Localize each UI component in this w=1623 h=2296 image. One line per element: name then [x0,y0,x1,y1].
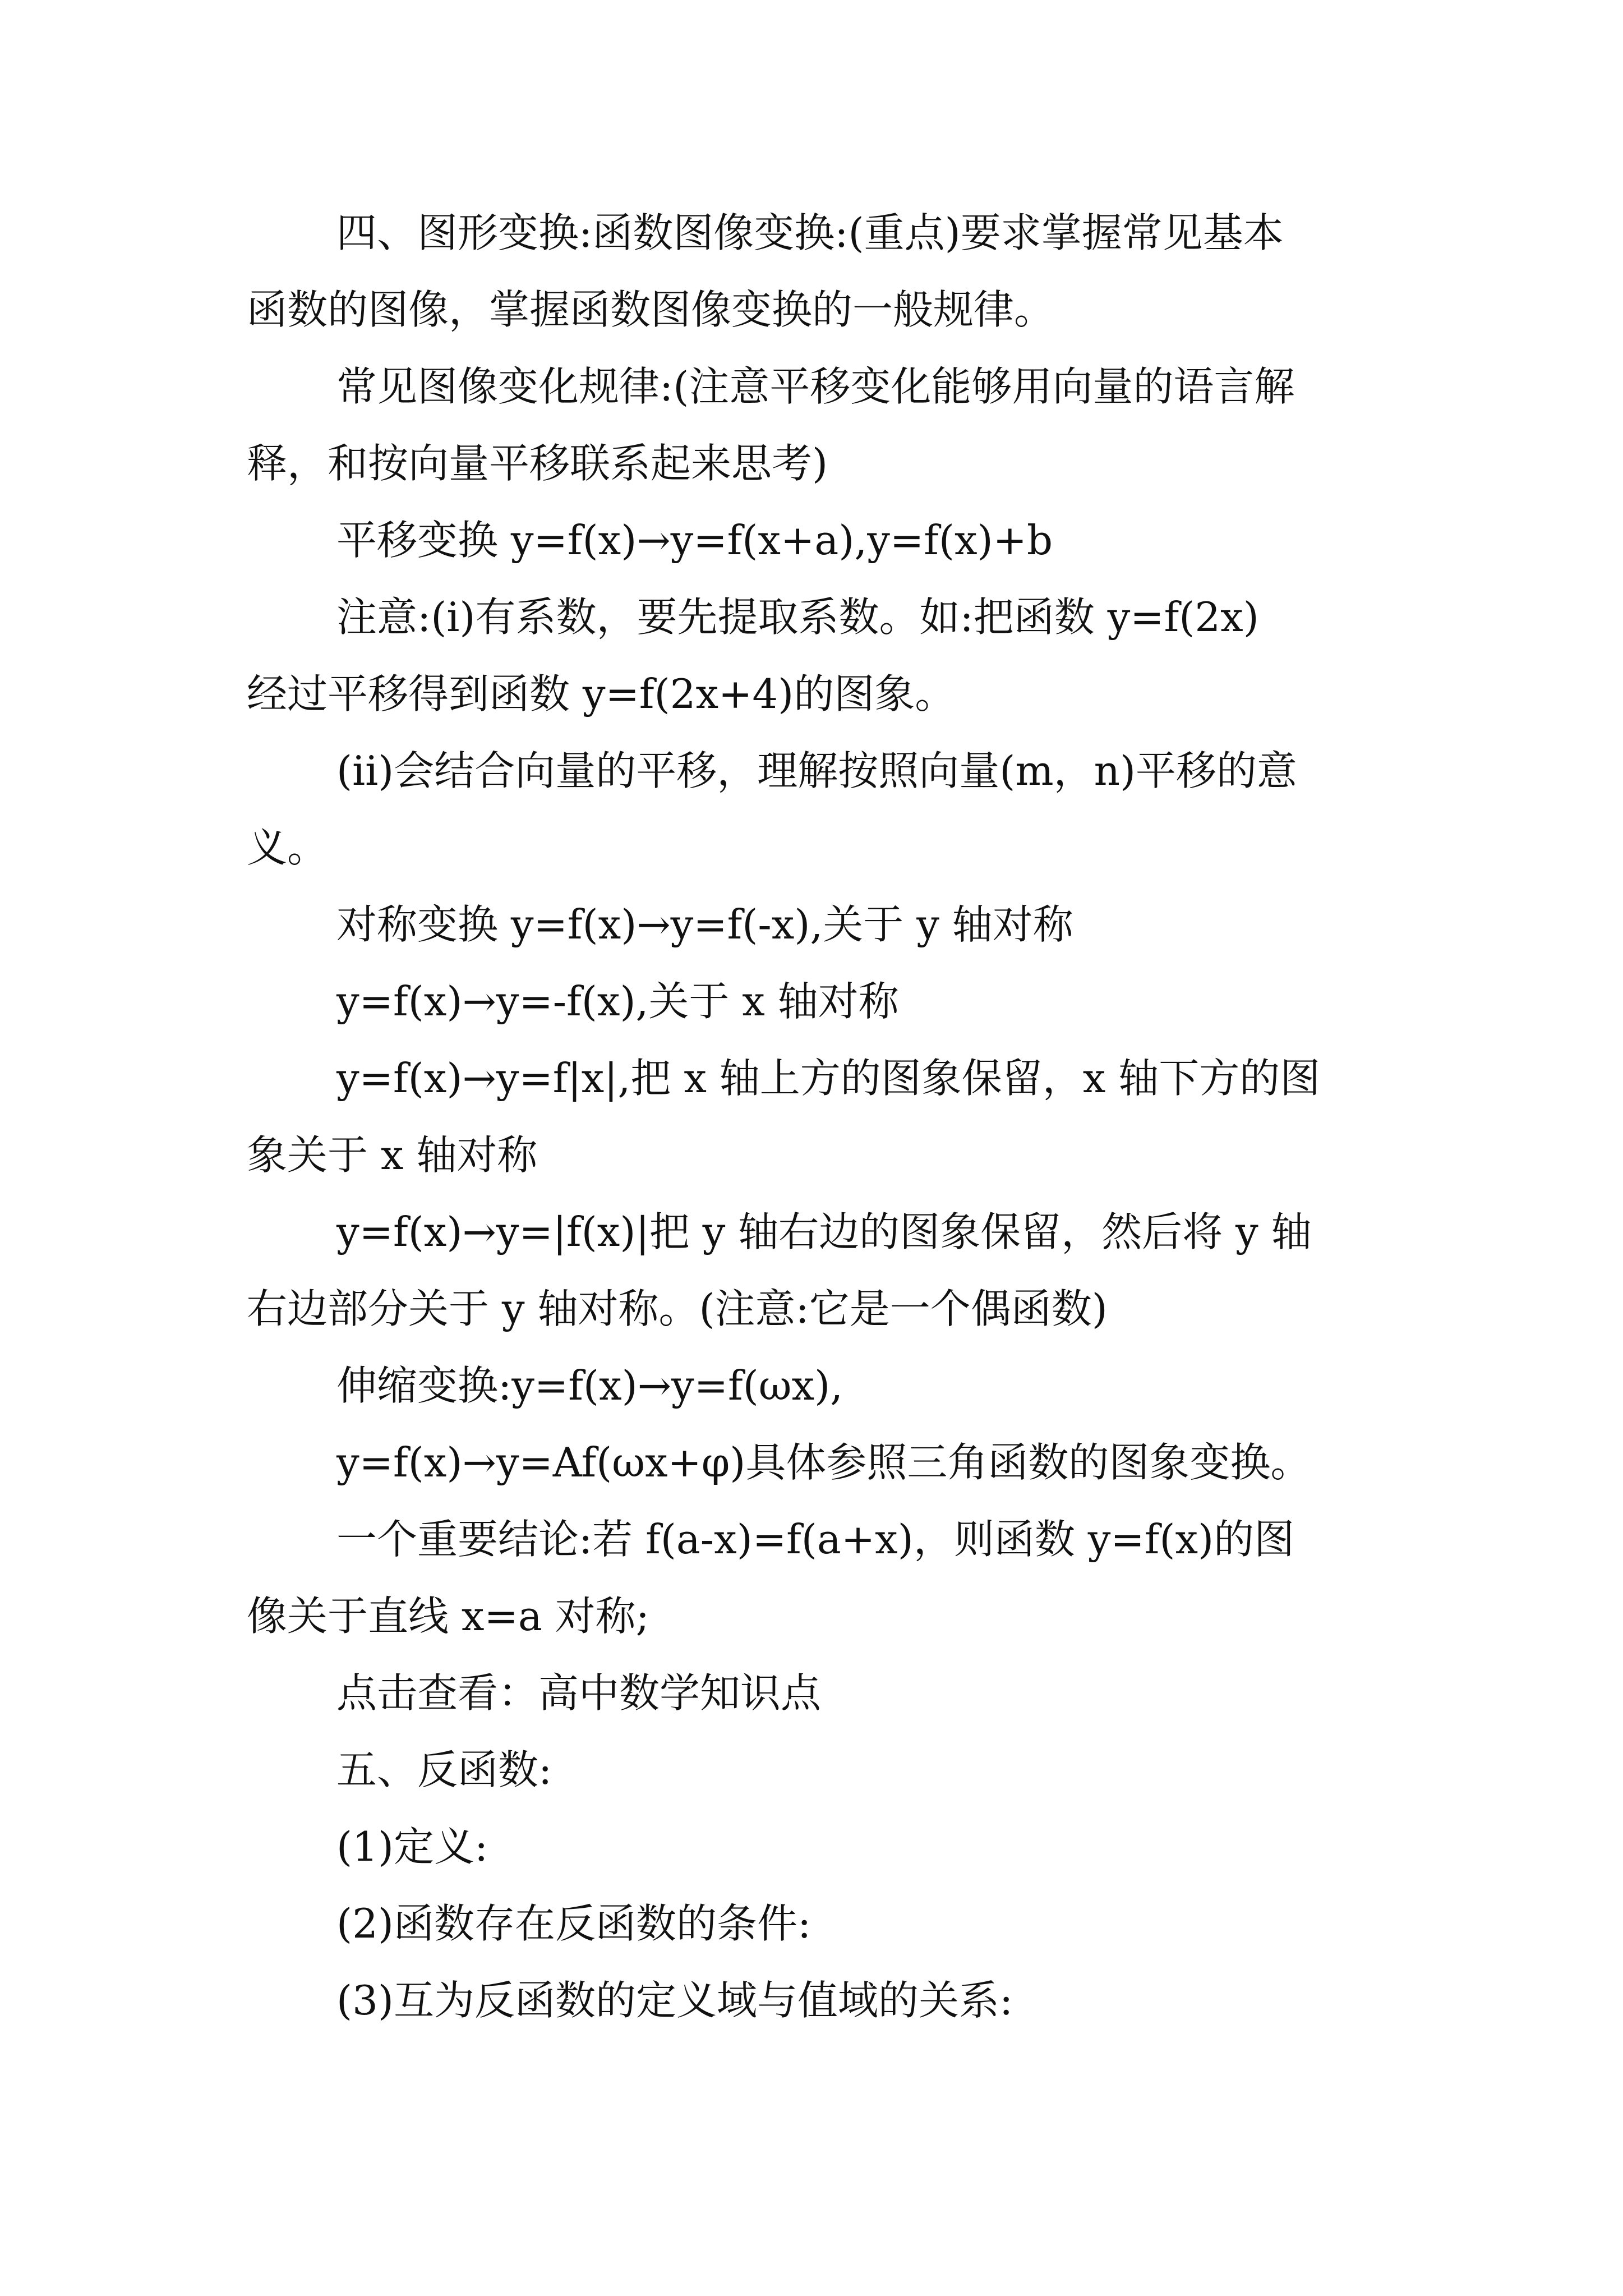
paragraph-line: 义。 [247,824,328,871]
paragraph-line: 释，和按向量平移联系起来思考) [247,440,828,487]
list-item: (3)互为反函数的定义域与值域的关系: [336,1977,1013,2024]
paragraph-line: 点击查看：高中数学知识点 [336,1669,822,1717]
paragraph-line: 一个重要结论:若 f(a-x)=f(a+x)，则函数 y=f(x)的图 [336,1516,1295,1563]
paragraph-line: 象关于 x 轴对称 [247,1131,538,1179]
paragraph-line: y=f(x)→y=f|x|,把 x 轴上方的图象保留，x 轴下方的图 [336,1055,1321,1102]
paragraph-line: 常见图像变化规律:(注意平移变化能够用向量的语言解 [336,363,1295,410]
paragraph-line: 经过平移得到函数 y=f(2x+4)的图象。 [247,670,956,717]
paragraph-line: 伸缩变换:y=f(x)→y=f(ωx), [336,1362,843,1409]
paragraph-line: y=f(x)→y=Af(ωx+φ)具体参照三角函数的图象变换。 [336,1439,1311,1486]
paragraph-line: 对称变换 y=f(x)→y=f(-x),关于 y 轴对称 [336,901,1073,948]
paragraph-line: 像关于直线 x=a 对称; [247,1593,649,1640]
paragraph-line: 注意:(ⅰ)有系数，要先提取系数。如:把函数 y=f(2x) [336,593,1259,641]
list-item: (2)函数存在反函数的条件: [336,1900,811,1947]
section-heading: 五、反函数: [336,1746,552,1793]
paragraph-line: 右边部分关于 y 轴对称。(注意:它是一个偶函数) [247,1285,1108,1332]
list-item: (1)定义: [336,1823,488,1870]
paragraph-line: y=f(x)→y=-f(x),关于 x 轴对称 [336,978,899,1025]
paragraph-line: 函数的图像，掌握函数图像变换的一般规律。 [247,286,1055,333]
paragraph-line: (ⅱ)会结合向量的平移，理解按照向量(m，n)平移的意 [336,747,1298,794]
paragraph-line: y=f(x)→y=|f(x)|把 y 轴右边的图象保留，然后将 y 轴 [336,1208,1312,1255]
paragraph-line: 平移变换 y=f(x)→y=f(x+a),y=f(x)+b [336,517,1053,564]
paragraph-line: 四、图形变换:函数图像变换:(重点)要求掌握常见基本 [336,209,1284,256]
